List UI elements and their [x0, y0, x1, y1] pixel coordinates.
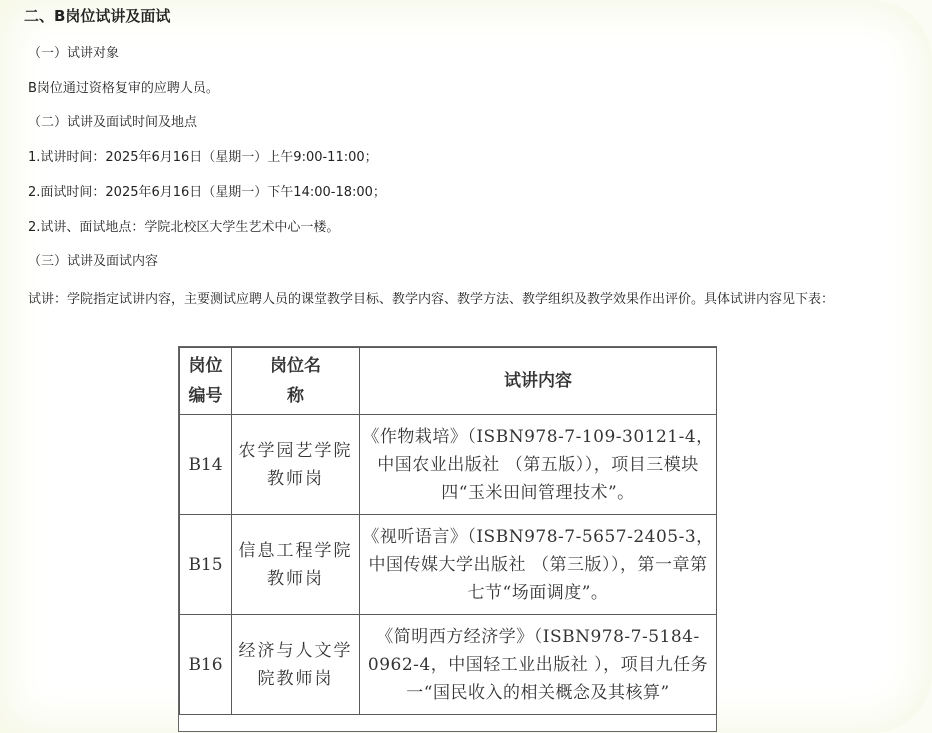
row-code: B15 — [180, 515, 232, 615]
row-name: 信息工程学院教师岗 — [232, 515, 360, 615]
trial-lecture-time: 1.试讲时间：2025年6月16日（星期一）上午9:00-11:00； — [28, 150, 378, 165]
header-content: 试讲内容 — [360, 348, 717, 415]
table-row — [180, 415, 717, 515]
header-code: 岗位编号 — [180, 348, 232, 415]
row-name: 经济与人文学院教师岗 — [232, 615, 360, 715]
section-title: 二、B岗位试讲及面试 — [24, 7, 171, 25]
header-name: 岗位名称 — [232, 348, 360, 415]
row-content: 《简明西方经济学》（ISBN978-7-5184-0962-4，中国轻工业出版社 ），项目九任务一“国民收入的相关概念及其核算” — [360, 615, 717, 715]
row-name: 农学园艺学院教师岗 — [232, 415, 360, 515]
table-row — [180, 615, 717, 715]
interview-time: 2.面试时间：2025年6月16日（星期一）下午14:00-18:00； — [28, 185, 386, 200]
row-content: 《视听语言》（ISBN978-7-5657-2405-3，中国传媒大学出版社 （第三版）），第一章第七节“场面调度”。 — [360, 515, 717, 615]
lecture-content-table — [179, 347, 717, 715]
row-content: 《作物栽培》（ISBN978-7-109-30121-4，中国农业出版社 （第五版）），项目三模块四“玉米田间管理技术”。 — [360, 415, 717, 515]
lecture-content-table-wrapper — [178, 346, 717, 732]
table-header-row — [180, 348, 717, 415]
row-code: B16 — [180, 615, 232, 715]
subsection-heading-1: （一）试讲对象 — [28, 46, 120, 61]
subsection-heading-3: （三）试讲及面试内容 — [28, 254, 159, 269]
target-text: B岗位通过资格复审的应聘人员。 — [28, 81, 219, 96]
intro-paragraph: 试讲：学院指定试讲内容，主要测试应聘人员的课堂教学目标、教学内容、教学方法、教学组织及教学效果作出评价。具体试讲内容见下表： — [28, 292, 835, 307]
row-code: B14 — [180, 415, 232, 515]
subsection-heading-2: （二）试讲及面试时间及地点 — [28, 115, 198, 130]
table-row — [180, 515, 717, 615]
location-text: 2.试讲、面试地点：学院北校区大学生艺术中心一楼。 — [28, 220, 340, 235]
